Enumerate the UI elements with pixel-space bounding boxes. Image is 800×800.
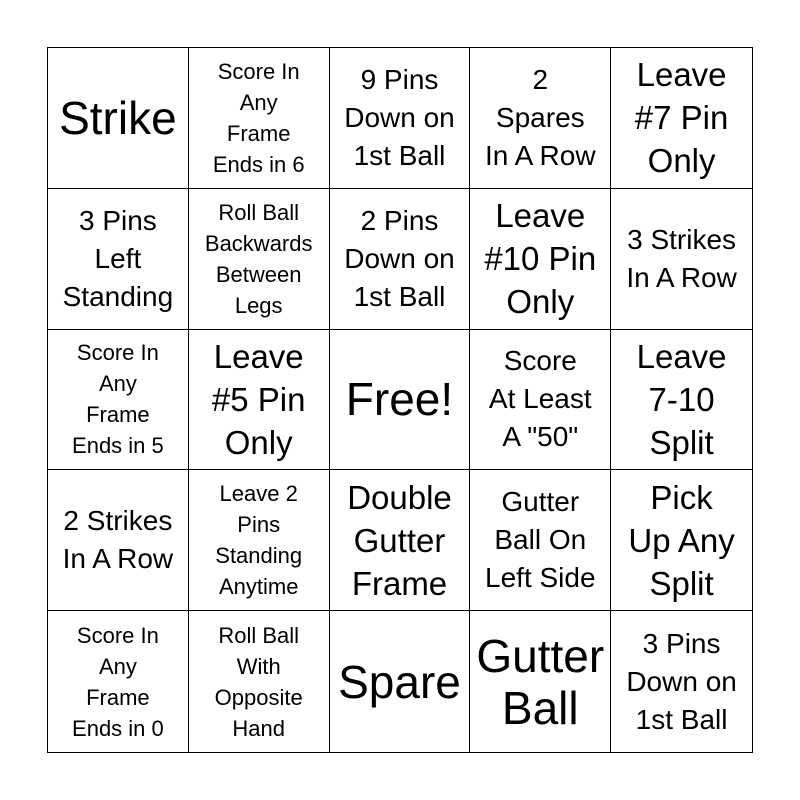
bingo-cell-label: Leave #5 Pin Only (211, 337, 306, 461)
bingo-cell[interactable] (611, 330, 752, 471)
bingo-cell-label: Strike (59, 91, 177, 144)
bingo-cell[interactable] (330, 189, 471, 330)
bingo-cell[interactable] (330, 48, 471, 189)
bingo-cell[interactable] (189, 470, 330, 611)
bingo-cell[interactable] (48, 611, 189, 752)
bingo-cell-label: 2 Pins Down on 1st Ball (344, 204, 455, 312)
bingo-cell-label: 9 Pins Down on 1st Ball (344, 63, 455, 171)
bingo-cell-label: Score In Any Frame Ends in 0 (72, 622, 164, 741)
bingo-cell-label: Spare (338, 655, 461, 708)
bingo-cell[interactable] (48, 470, 189, 611)
bingo-card (47, 47, 753, 753)
bingo-cell-label: Gutter Ball On Left Side (485, 486, 596, 594)
bingo-cell[interactable] (470, 48, 611, 189)
bingo-cell-label: Pick Up Any Split (628, 478, 735, 602)
bingo-cell-label: 3 Strikes In A Row (626, 223, 737, 293)
bingo-cell-label: Score In Any Frame Ends in 5 (72, 340, 164, 459)
bingo-cell-label: Leave #7 Pin Only (634, 56, 729, 180)
bingo-cell[interactable] (330, 611, 471, 752)
bingo-cell[interactable] (189, 189, 330, 330)
bingo-cell[interactable] (470, 470, 611, 611)
free-space-cell[interactable] (330, 330, 471, 471)
bingo-cell-label: 3 Pins Left Standing (62, 204, 174, 312)
bingo-cell-label: 3 Pins Down on 1st Ball (626, 627, 737, 735)
bingo-cell-label: 2 Spares In A Row (485, 63, 596, 171)
bingo-cell-label: Score At Least A "50" (488, 345, 592, 453)
bingo-cell-label: Leave 2 Pins Standing Anytime (215, 481, 303, 600)
bingo-cell[interactable] (470, 330, 611, 471)
bingo-cell-label: Score In Any Frame Ends in 6 (212, 58, 305, 177)
bingo-cell-label: Roll Ball Backwards Between Legs (204, 199, 313, 318)
bingo-cell-label: Free! (345, 373, 454, 426)
bingo-cell[interactable] (189, 611, 330, 752)
bingo-cell-label: Roll Ball With Opposite Hand (214, 622, 303, 741)
bingo-cell[interactable] (48, 189, 189, 330)
bingo-cell[interactable] (189, 48, 330, 189)
bingo-cell[interactable] (470, 611, 611, 752)
bingo-cell-label: 2 Strikes In A Row (62, 505, 174, 575)
bingo-cell[interactable] (189, 330, 330, 471)
bingo-cell[interactable] (611, 611, 752, 752)
bingo-cell-label: Double Gutter Frame (347, 478, 452, 602)
bingo-cell-label: Leave #10 Pin Only (484, 197, 597, 321)
bingo-cell[interactable] (470, 189, 611, 330)
bingo-cell[interactable] (48, 330, 189, 471)
bingo-cell[interactable] (48, 48, 189, 189)
bingo-cell[interactable] (611, 470, 752, 611)
bingo-cell[interactable] (611, 48, 752, 189)
bingo-cell-label: Gutter Ball (476, 629, 605, 734)
bingo-cell[interactable] (611, 189, 752, 330)
bingo-cell[interactable] (330, 470, 471, 611)
bingo-cell-label: Leave 7-10 Split (636, 337, 727, 461)
